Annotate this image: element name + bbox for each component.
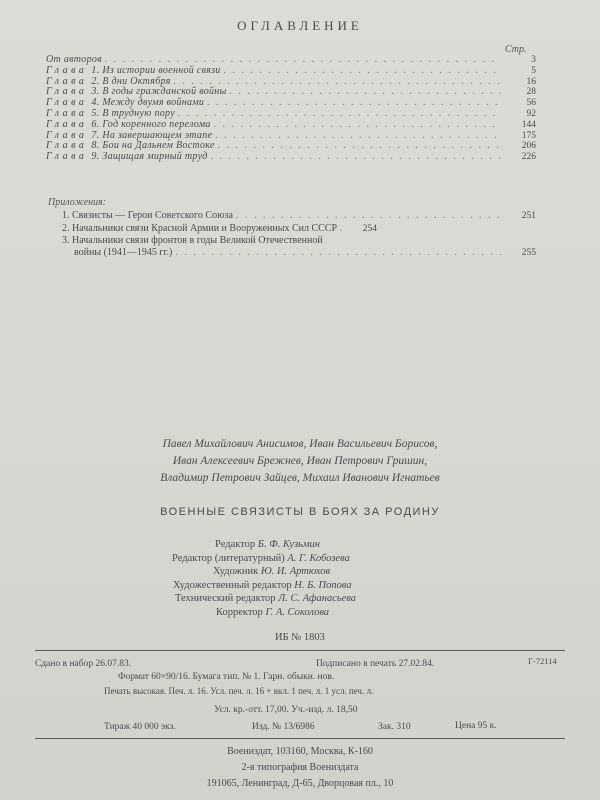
toc-entry-label: 8. Бои на Дальнем Востоке	[91, 140, 215, 152]
credit-name: А. Г. Кобозева	[287, 552, 350, 564]
appendix-entry	[62, 247, 536, 260]
appendix-entry	[62, 210, 536, 223]
credit-name: Ю. И. Артюхов	[260, 566, 331, 578]
toc-entry-page: 5	[531, 65, 536, 76]
toc-entry-label: 1. Из истории военной связи	[91, 64, 221, 76]
footer-printer-address: 191065, Ленинград, Д-65, Дворцовая пл., 10	[206, 778, 394, 789]
chapter-prefix: Глава	[46, 86, 88, 98]
credit-line	[0, 606, 600, 620]
toc-title: ОГЛАВЛЕНИЕ	[237, 18, 363, 33]
credit-role: Редактор	[215, 539, 256, 550]
credit-line	[0, 538, 600, 552]
appendix-entry-text: 3. Начальники связи фронтов в годы Великой Отечественной	[62, 235, 323, 246]
authors-line: Иван Алексеевич Брежнев, Иван Петрович Гришин,	[172, 455, 428, 467]
credit-role: Корректор	[216, 606, 263, 618]
chapter-prefix: Глава	[46, 75, 88, 87]
imprint-print: Печать высокая. Печ. л. 16. Усл. печ. л. 16 + вкл. 1 печ. л. 1 усл. печ. л.	[104, 686, 374, 696]
credit-role: Художественный редактор	[173, 579, 292, 591]
imprint-order: Зак. 310	[378, 722, 411, 732]
credit-role: Художник	[213, 566, 259, 578]
imprint-typeset: Сдано в набор 26.07.83.	[35, 659, 132, 669]
chapter-prefix: Глава	[46, 64, 88, 76]
leader-dots	[207, 98, 501, 109]
credit-name: Г. А. Соколова	[265, 606, 330, 618]
toc-entry-page: 28	[526, 87, 536, 98]
appendix-entry	[62, 235, 536, 247]
ib-number: ИБ № 1803	[275, 632, 325, 643]
toc-entry-label: 6. Год коренного перелома	[91, 118, 211, 130]
leader-dots	[218, 141, 501, 152]
toc-entry-page: 144	[521, 119, 536, 130]
toc-entry-page: 3	[531, 55, 536, 65]
rule-top	[35, 650, 565, 651]
leader-dots	[178, 109, 501, 120]
toc-list	[46, 55, 536, 163]
chapter-prefix: Глава	[46, 97, 88, 109]
credit-line	[0, 552, 600, 566]
leader-dots	[175, 247, 503, 259]
toc-entry-label: 4. Между двумя войнами	[91, 97, 205, 109]
appendix-entry-text: 2. Начальники связи Красной Армии и Вооруженных Сил СССР	[62, 222, 338, 234]
imprint-format: Формат 60×90/16. Бумага тип. № 1. Гарн. обыкн. нов.	[118, 672, 335, 682]
toc-entry-page: 206	[521, 141, 536, 152]
appendix-entry-page: 251	[521, 211, 536, 221]
toc-entry	[46, 152, 536, 163]
leader-dots	[224, 66, 501, 77]
authors-line: Павел Михайлович Анисимов, Иван Васильевич Борисов,	[162, 438, 438, 450]
toc-entry-label: 7. На завершающем этапе	[91, 129, 213, 141]
credit-line	[0, 565, 600, 579]
footer-publisher: Воениздат, 103160, Москва, К-160	[227, 746, 373, 757]
appendix-entry-page: 255	[521, 247, 536, 258]
credit-line	[0, 579, 600, 593]
imprint-code: Г-72114	[528, 656, 557, 666]
toc-entry-label: 3. В годы гражданской войны	[91, 86, 227, 98]
appendix-entry-page: 254	[362, 223, 378, 234]
imprint-signed: Подписано в печать 27.02.84.	[316, 659, 435, 669]
appendix-entry-text: войны (1941—1945 гг.)	[74, 246, 173, 258]
chapter-prefix: Глава	[46, 107, 88, 119]
footer-printer: 2-я типография Воениздата	[241, 762, 359, 773]
leader-dots	[340, 223, 344, 235]
toc-entry-page: 226	[521, 152, 536, 163]
toc-entry-label: От авторов	[46, 54, 102, 65]
credit-role: Технический редактор	[175, 593, 276, 605]
toc-entry-label: 2. В дни Октября	[91, 75, 171, 87]
credit-name: Л. С. Афанасьева	[278, 593, 357, 605]
credit-role: Редактор (литературный)	[172, 552, 285, 564]
toc-entry-page: 92	[526, 108, 536, 119]
leader-dots	[211, 152, 501, 163]
appendix-entry-text: 1. Связисты — Герои Советского Союза	[62, 210, 233, 221]
authors-block	[0, 436, 600, 487]
page-column-label: Стр.	[505, 44, 527, 55]
leader-dots	[230, 87, 501, 98]
imprint-edition: Изд. № 13/6986	[252, 722, 315, 732]
imprint-price: Цена 95 к.	[455, 721, 497, 731]
appendix-label: Приложения:	[48, 197, 107, 208]
imprint-run: Тираж 40 000 экз.	[104, 722, 176, 732]
credit-name: Б. Ф. Кузьмин	[257, 539, 320, 550]
credit-name: Н. Б. Попова	[294, 579, 352, 591]
appendix-list	[62, 210, 536, 259]
chapter-prefix: Глава	[46, 140, 88, 152]
chapter-prefix: Глава	[46, 118, 88, 130]
chapter-prefix: Глава	[46, 129, 88, 141]
leader-dots	[215, 131, 501, 142]
appendix-entry	[62, 223, 536, 236]
toc-entry-page: 16	[526, 76, 536, 87]
toc-entry-label: 9. Защищая мирный труд	[91, 151, 208, 163]
authors-line: Владимир Петрович Зайцев, Михаил Иванович Игнатьев	[160, 472, 440, 484]
rule-bottom	[35, 738, 565, 739]
leader-dots	[214, 120, 501, 131]
toc-entry-label: 5. В трудную пору	[91, 107, 175, 119]
leader-dots	[236, 210, 503, 222]
credit-line	[0, 592, 600, 606]
credits-block	[0, 538, 600, 620]
chapter-prefix: Глава	[46, 151, 88, 163]
toc-entry-page: 56	[526, 98, 536, 109]
book-title: ВОЕННЫЕ СВЯЗИСТЫ В БОЯХ ЗА РОДИНУ	[160, 506, 440, 518]
toc-entry-page: 175	[521, 130, 536, 141]
imprint-sheets: Усл. кр.-отт. 17,00. Уч.-изд. л. 18,50	[214, 705, 358, 715]
